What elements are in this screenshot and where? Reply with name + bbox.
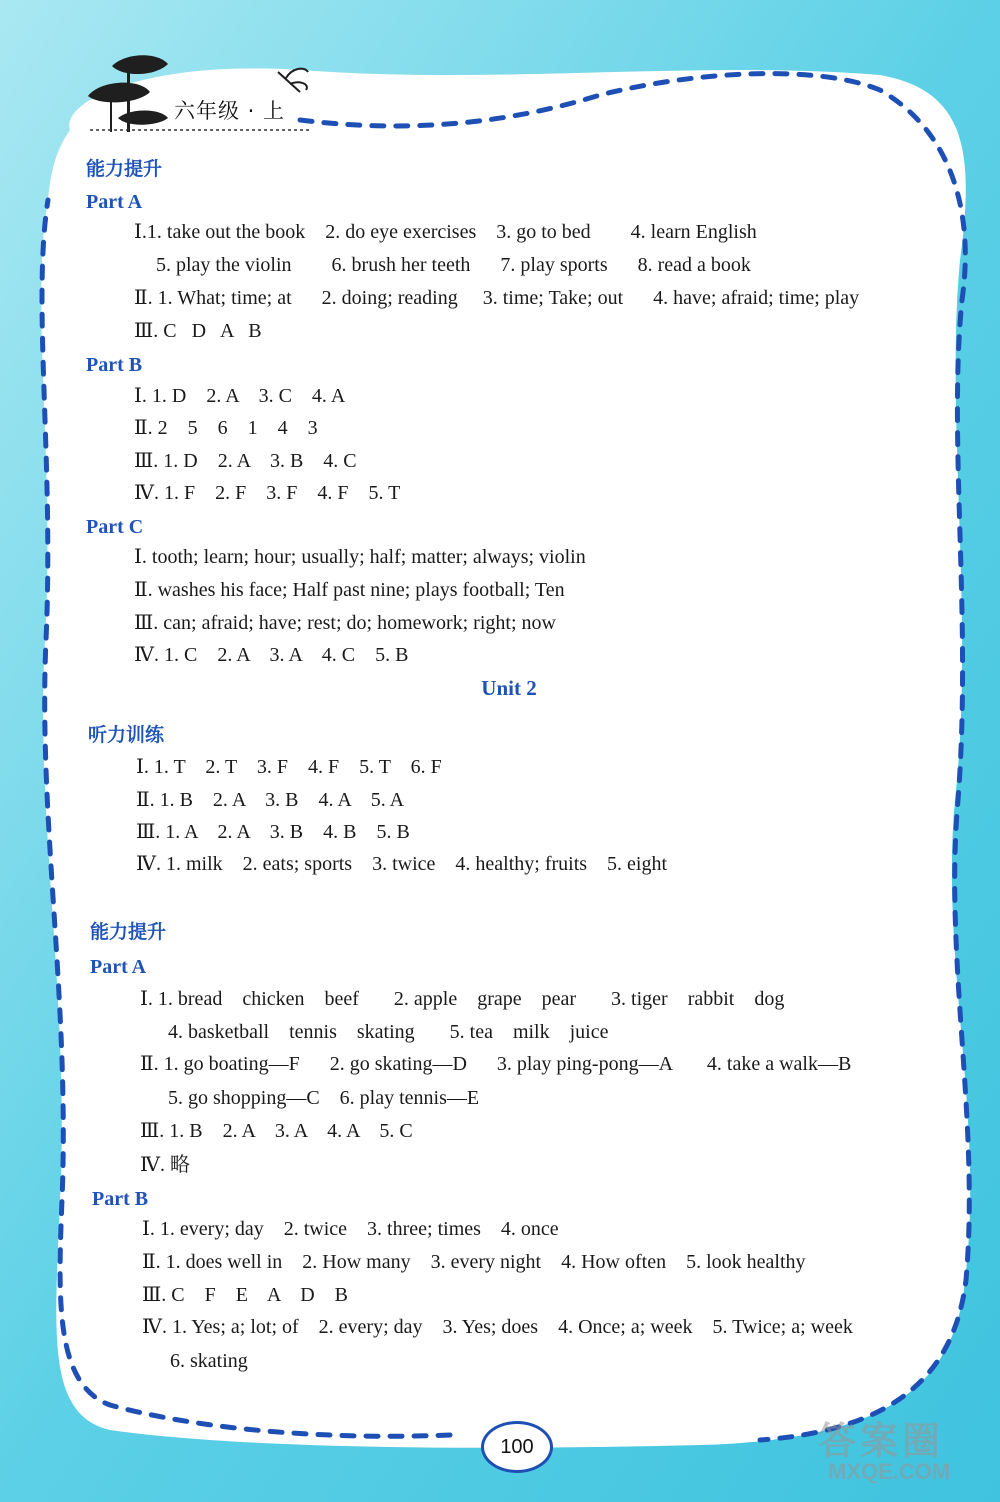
answer-line: Ⅲ. 1. B 2. A 3. A 4. A 5. C <box>140 1120 413 1142</box>
header-grade-title: 六年级 · 上 <box>174 99 286 123</box>
answer-line: Ⅲ. C F E A D B <box>142 1284 348 1306</box>
answer-line: Ⅰ.1. take out the book 2. do eye exercises 3. go to bed 4. learn English <box>134 221 757 243</box>
section-title-listening: 听力训练 <box>88 724 165 746</box>
unit-2-title: Unit 2 <box>481 676 537 700</box>
answer-line: Ⅲ. can; afraid; have; rest; do; homework; right; now <box>134 612 556 634</box>
page-number: 100 <box>500 1435 534 1458</box>
part-b-title: Part B <box>92 1188 149 1210</box>
answer-line: Ⅳ. 略 <box>140 1154 190 1176</box>
answer-line: Ⅲ. C D A B <box>134 320 262 342</box>
watermark-logo <box>818 1410 950 1485</box>
answer-line: Ⅳ. 1. F 2. F 3. F 4. F 5. T <box>134 482 401 504</box>
watermark-text: 答案圈 <box>818 1419 945 1463</box>
answer-line: Ⅳ. 1. Yes; a; lot; of 2. every; day 3. Yes; does 4. Once; a; week 5. Twice; a; week <box>142 1316 853 1338</box>
section-title-ability: 能力提升 <box>90 921 167 943</box>
answer-line: 5. go shopping—C 6. play tennis—E <box>168 1087 480 1109</box>
answer-line: Ⅱ. 2 5 6 1 4 3 <box>134 417 318 439</box>
watermark-url: MXQE.COM <box>828 1459 951 1484</box>
answer-line: 6. skating <box>170 1350 248 1372</box>
part-c-title: Part C <box>86 516 144 538</box>
answer-line: Ⅰ. 1. T 2. T 3. F 4. F 5. T 6. F <box>136 756 442 778</box>
answer-line: Ⅳ. 1. milk 2. eats; sports 3. twice 4. healthy; fruits 5. eight <box>136 853 668 875</box>
answer-line: Ⅱ. washes his face; Half past nine; plays football; Ten <box>134 579 565 601</box>
answer-line: Ⅱ. 1. B 2. A 3. B 4. A 5. A <box>136 789 405 811</box>
answer-line: Ⅲ. 1. A 2. A 3. B 4. B 5. B <box>136 821 410 843</box>
answer-line: Ⅰ. 1. every; day 2. twice 3. three; times 4. once <box>142 1218 559 1240</box>
answer-line: Ⅳ. 1. C 2. A 3. A 4. C 5. B <box>134 644 409 666</box>
answer-line: Ⅲ. 1. D 2. A 3. B 4. C <box>134 450 357 472</box>
answer-line: Ⅱ. 1. What; time; at 2. doing; reading 3. time; Take; out 4. have; afraid; time; play <box>134 287 860 309</box>
answer-line: Ⅰ. tooth; learn; hour; usually; half; matter; always; violin <box>134 546 586 568</box>
answer-line: Ⅰ. 1. D 2. A 3. C 4. A <box>134 385 346 407</box>
part-a-title: Part A <box>90 956 147 978</box>
section-title-ability: 能力提升 <box>86 158 163 180</box>
page-number-badge <box>481 1421 553 1473</box>
part-a-title: Part A <box>86 191 143 213</box>
part-b-title: Part B <box>86 354 143 376</box>
answer-line: 4. basketball tennis skating 5. tea milk juice <box>168 1021 609 1043</box>
answer-line: Ⅰ. 1. bread chicken beef 2. apple grape pear 3. tiger rabbit dog <box>140 988 785 1010</box>
answer-line: Ⅱ. 1. go boating—F 2. go skating—D 3. play ping-pong—A 4. take a walk—B <box>140 1053 852 1075</box>
answer-line: Ⅱ. 1. does well in 2. How many 3. every night 4. How often 5. look healthy <box>142 1251 806 1273</box>
answer-line: 5. play the violin 6. brush her teeth 7. play sports 8. read a book <box>156 254 751 276</box>
